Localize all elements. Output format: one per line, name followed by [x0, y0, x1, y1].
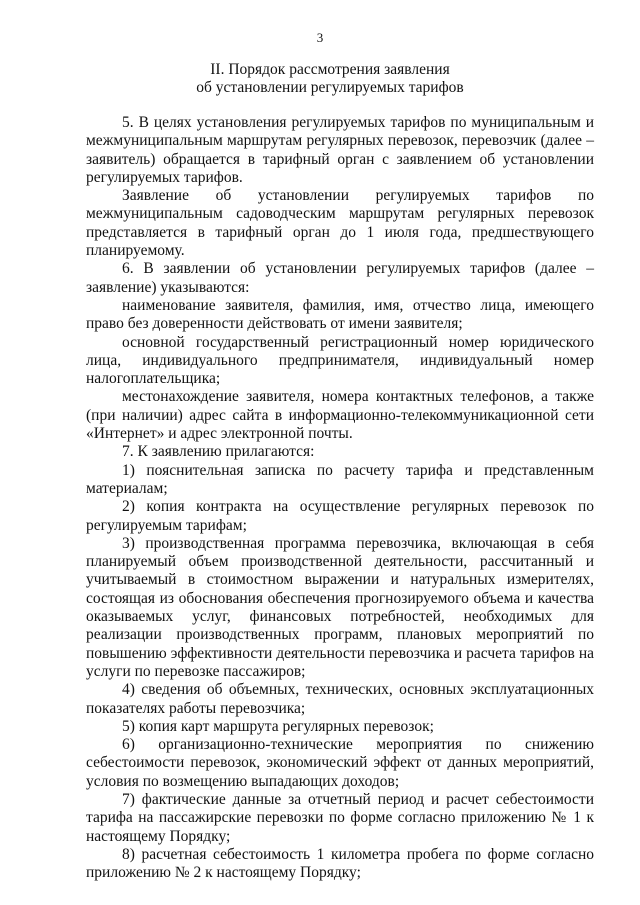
paragraph-item-5: 5. В целях установления регулируемых тарифов по муниципальным и межмуниципальным маршрутам регулярных перевозок, перевозчик (далее – заявитель) обращается в тарифный орган с заявлением об установлении регулируемых тарифов. [86, 114, 594, 186]
list-item-4: 4) сведения об объемных, технических, основных эксплуатационных показателях работы перевозчика; [86, 681, 594, 717]
document-body [86, 114, 594, 882]
paragraph-applicant-name: наименование заявителя, фамилия, имя, отчество лица, имеющего право без доверенности действовать от имени заявителя; [86, 296, 594, 333]
list-item-2: 2) копия контракта на осуществление регулярных перевозок по регулируемым тарифам; [86, 498, 594, 534]
page-number: 3 [316, 30, 324, 45]
list-item-1: 1) пояснительная записка по расчету тарифа и представленным материалам; [86, 461, 594, 497]
section-title [60, 61, 600, 97]
section-title-line-2: об установлении регулируемых тарифов [196, 79, 464, 96]
paragraph-item-6: 6. В заявлении об установлении регулируемых тарифов (далее – заявление) указываются: [86, 260, 594, 296]
list-item-8: 8) расчетная себестоимость 1 километра пробега по форме согласно приложению № 2 к настоящему Порядку; [86, 845, 594, 882]
list-item-5: 5) копия карт маршрута регулярных перевозок; [122, 717, 434, 735]
paragraph-location-contacts: местонахождение заявителя, номера контактных телефонов, а также (при наличии) адрес сайта в информационно-телекоммуникационной сети «Интернет» и адрес электронной почты. [86, 388, 594, 443]
section-title-line-1: II. Порядок рассмотрения заявления [210, 61, 450, 78]
list-item-6: 6) организационно-технические мероприятия по снижению себестоимости перевозок, экономический эффект от данных мероприятий, условия по возмещению выпадающих доходов; [86, 736, 594, 790]
paragraph-application-deadline: Заявление об установлении регулируемых тарифов по межмуниципальным садоводческим маршрутам регулярных перевозок представляется в тарифный орган до 1 июля года, предшествующего планируемому. [86, 187, 594, 260]
list-item-3: 3) производственная программа перевозчика, включающая в себя планируемый объем производственной деятельности, рассчитанный и учитываемый в стоимостном выражении и натуральных измерителях, состоящая из обоснования обеспечения прогнозируемого объема и качества оказываемых услуг, финансовых потребностей, необходимых для реализации производственных программ, плановых мероприятий по повышению эффективности деятельности перевозчика и расчета тарифов на услуги по перевозке пассажиров; [86, 534, 594, 680]
paragraph-item-7: 7. К заявлению прилагаются: [122, 443, 315, 461]
paragraph-registration-number: основной государственный регистрационный номер юридического лица, индивидуального предпринимателя, индивидуальный номер налогоплательщика; [86, 333, 594, 388]
list-item-7: 7) фактические данные за отчетный период и расчет себестоимости тарифа на пассажирские перевозки по форме согласно приложению № 1 к настоящему Порядку; [86, 790, 594, 845]
